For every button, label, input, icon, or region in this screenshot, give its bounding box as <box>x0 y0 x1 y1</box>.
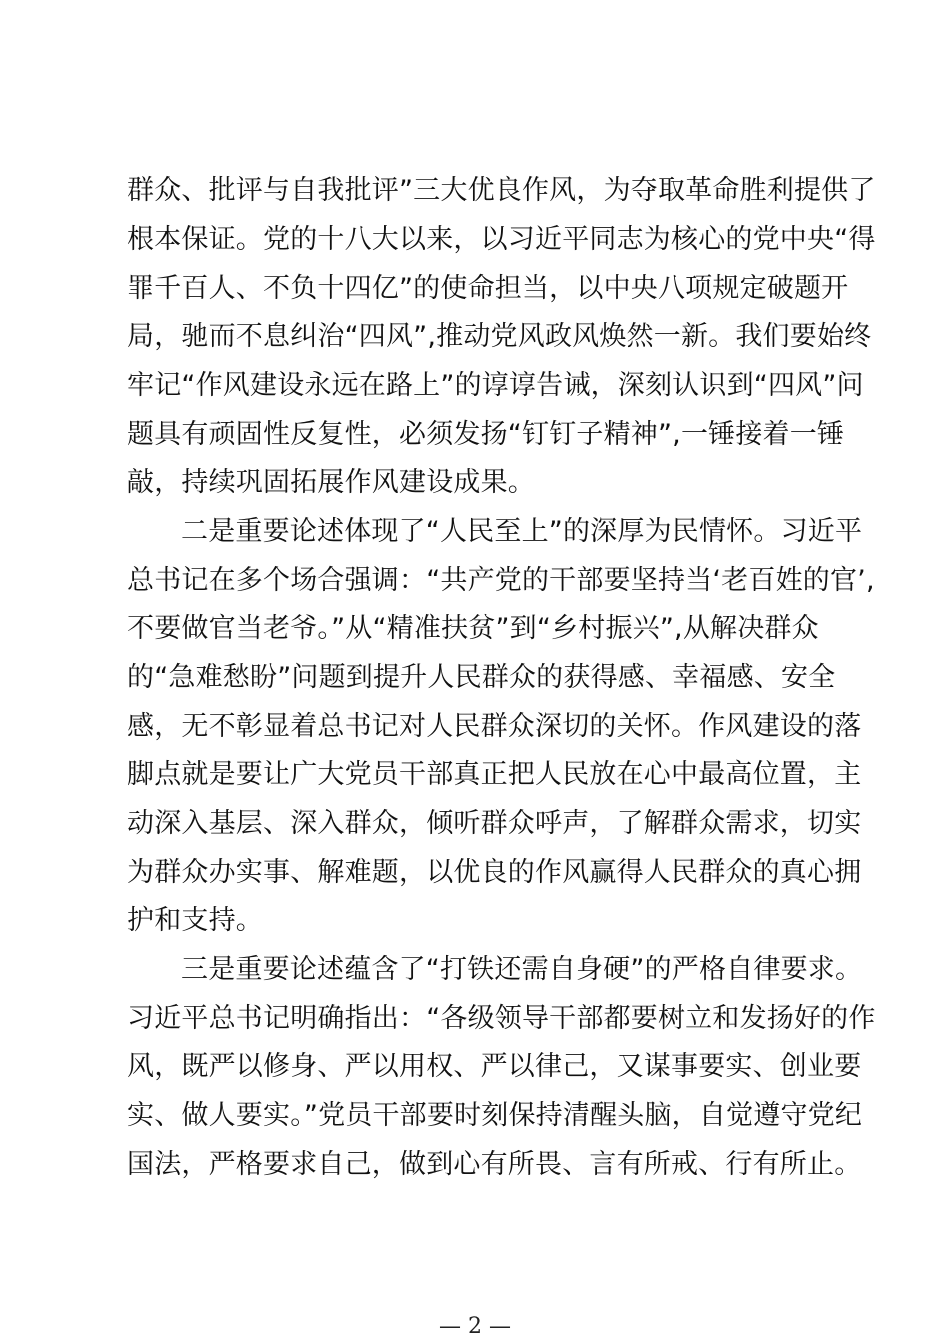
text-line: 国法，严格要求自己，做到心有所畏、言有所戒、行有所止。 <box>127 1149 862 1180</box>
text-line: 动深入基层、深入群众，倾听群众呼声，了解群众需求，切实 <box>127 808 862 839</box>
text-line: 牢记“作风建设永远在路上”的谆谆告诫，深刻认识到“四风”问 <box>127 370 864 401</box>
paragraph-2-first-line: 二是重要论述体现了“人民至上”的深厚为民情怀。习近平 <box>181 516 863 547</box>
text-line: 习近平总书记明确指出：“各级领导干部都要树立和发扬好的作 <box>127 1003 876 1034</box>
text-line: 根本保证。党的十八大以来，以习近平同志为核心的党中央“得 <box>127 224 876 255</box>
text-line: 实、做人要实。”党员干部要时刻保持清醒头脑，自觉遵守党纪 <box>127 1100 863 1131</box>
page-number: — 2 — <box>439 1314 511 1339</box>
text-line: 感，无不彰显着总书记对人民群众深切的关怀。作风建设的落 <box>127 711 862 742</box>
text-line: 风，既严以修身、严以用权、严以律己，又谋事要实、创业要 <box>127 1051 862 1082</box>
text-line: 总书记在多个场合强调：“共产党的干部要坚持当‘老百姓的官’, <box>127 565 875 596</box>
text-line: 护和支持。 <box>127 905 263 936</box>
text-line: 的“急难愁盼”问题到提升人民群众的获得感、幸福感、安全 <box>127 662 836 693</box>
text-line: 敲，持续巩固拓展作风建设成果。 <box>127 467 535 498</box>
text-line: 题具有顽固性反复性，必须发扬“钉钉子精神”,一锤接着一锤 <box>127 419 845 450</box>
text-line: 脚点就是要让广大党员干部真正把人民放在心中最高位置，主 <box>127 759 862 790</box>
text-line: 为群众办实事、解难题，以优良的作风赢得人民群众的真心拥 <box>127 857 862 888</box>
text-line: 不要做官当老爷。”从“精准扶贫”到“乡村振兴”,从解决群众 <box>127 613 819 644</box>
paragraph-3-first-line: 三是重要论述蕴含了“打铁还需自身硬”的严格自律要求。 <box>181 954 863 985</box>
text-line: 罪千百人、不负十四亿”的使命担当，以中央八项规定破题开 <box>127 273 849 304</box>
text-line: 局，驰而不息纠治“四风”,推动党风政风焕然一新。我们要始终 <box>127 321 872 352</box>
text-line: 群众、批评与自我批评”三大优良作风，为夺取革命胜利提供了 <box>127 175 876 206</box>
